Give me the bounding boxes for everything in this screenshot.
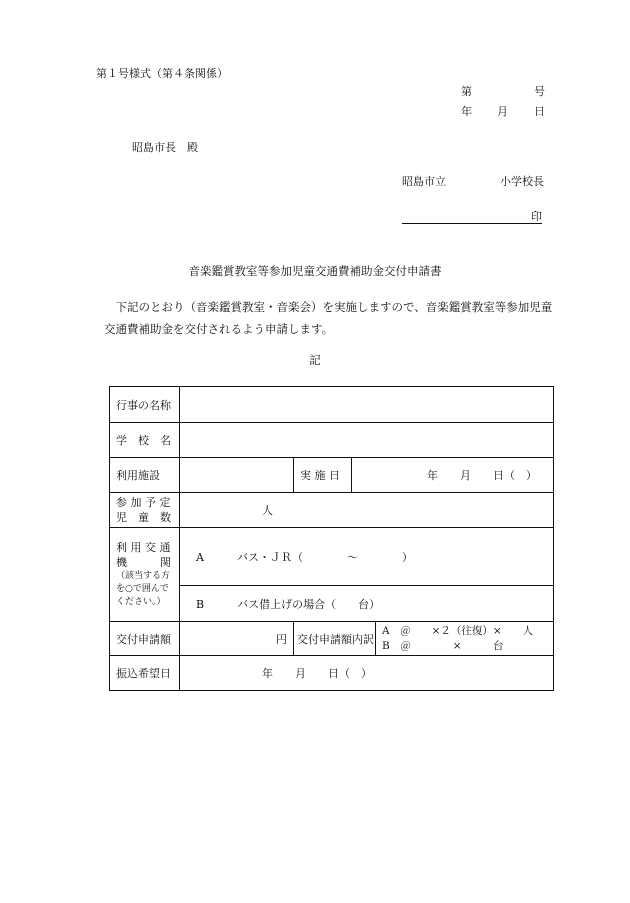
participants-unit: 人 [262, 504, 273, 517]
facility-label: 利用施設 [110, 458, 180, 493]
breakdown-field[interactable] [376, 622, 554, 656]
breakdown-b: B ＠ × 台 [382, 639, 504, 652]
event-name-field[interactable] [180, 387, 554, 423]
transport-note: を○で囲んで [116, 584, 169, 594]
seal-mark: 印 [531, 210, 542, 223]
document-number-date [461, 86, 545, 126]
breakdown-label: 交付申請額内訳 [294, 622, 376, 656]
date-row [461, 106, 545, 126]
participants-label-line: 参 加 予 定 [116, 496, 171, 509]
application-form-table [109, 386, 554, 691]
participants-label [110, 493, 180, 528]
number-prefix: 第 [461, 85, 472, 98]
participants-label-line: 児 童 数 [116, 511, 171, 524]
table-row [110, 528, 554, 586]
transport-label-line: 機 関 [116, 556, 171, 569]
transport-option-b[interactable]: B バス借上げの場合（ 台） [180, 586, 554, 622]
amount-unit: 円 [276, 632, 287, 646]
participants-field[interactable] [180, 493, 554, 528]
transport-label [110, 528, 180, 622]
transfer-date-field[interactable]: 年 月 日（ ） [180, 656, 554, 691]
sender-city: 昭島市立 [402, 175, 446, 188]
school-name-label: 学 校 名 [110, 423, 180, 458]
day-label: 日 [534, 105, 545, 118]
breakdown-a: A ＠ ×２（往復）× 人 [382, 624, 534, 637]
transport-label-line: 利 用 交 通 [116, 541, 171, 554]
table-row [110, 622, 554, 656]
body-text: 下記のとおり（音楽鑑賞教室・音楽会）を実施しますので、音楽鑑賞教室等参加児童交通費補助金を交付されるよう申請します。 [104, 300, 553, 336]
ki-heading: 記 [309, 353, 321, 367]
school-name-field[interactable] [180, 423, 554, 458]
year-label: 年 [461, 105, 472, 118]
form-number: 第１号様式（第４条関係） [96, 67, 228, 80]
amount-field[interactable] [180, 622, 294, 656]
sender-school: 小学校長 [500, 175, 544, 188]
amount-label: 交付申請額 [110, 622, 180, 656]
signature-line[interactable] [402, 211, 542, 224]
event-name-label: 行事の名称 [110, 387, 180, 423]
month-label: 月 [497, 105, 508, 118]
table-row [110, 458, 554, 493]
table-row [110, 656, 554, 691]
table-row [110, 423, 554, 458]
transport-note: （該当する方 [116, 571, 171, 581]
facility-field[interactable] [180, 458, 294, 493]
date-field[interactable]: 年 月 日（ ） [352, 458, 554, 493]
document-title: 音楽鑑賞教室等参加児童交通費補助金交付申請書 [188, 264, 442, 278]
table-row [110, 387, 554, 423]
addressee: 昭島市長 殿 [132, 141, 198, 154]
transport-note: ください。） [116, 597, 166, 607]
number-suffix: 号 [534, 85, 545, 98]
table-row [110, 493, 554, 528]
date-label: 実 施 日 [294, 458, 352, 493]
transport-option-a[interactable]: A バス・ＪＲ（ ～ ） [180, 528, 554, 586]
document-number-row [461, 86, 545, 106]
transfer-date-label: 振込希望日 [110, 656, 180, 691]
